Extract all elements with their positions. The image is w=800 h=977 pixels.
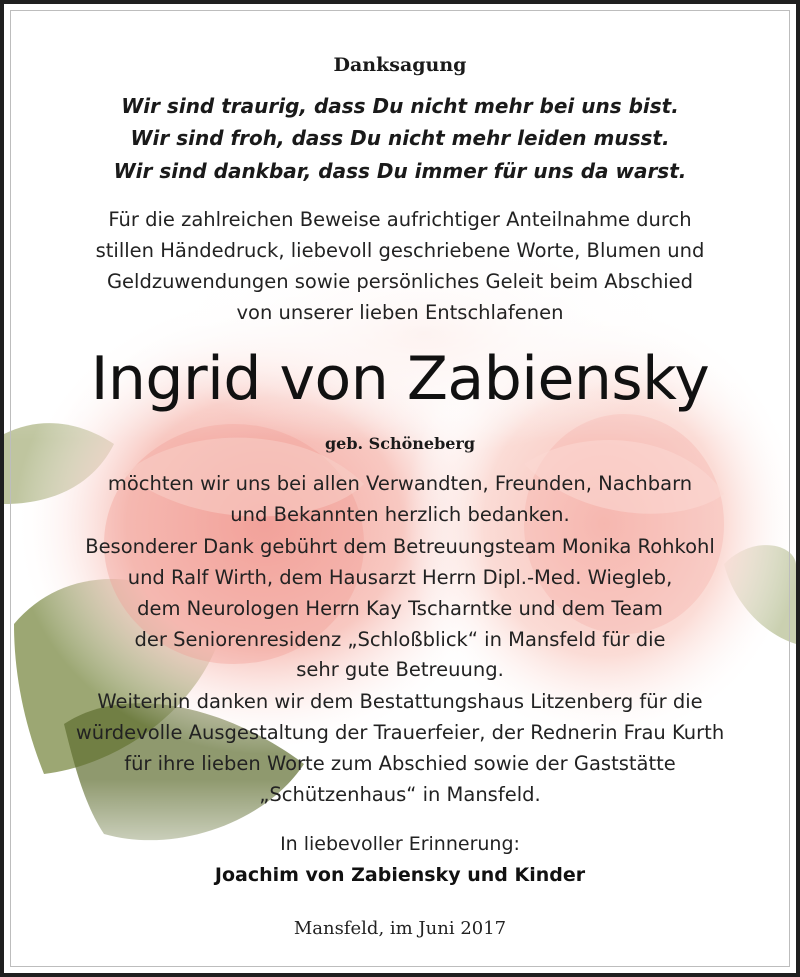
- birth-name: geb. Schöneberg: [324, 434, 476, 453]
- notice-title: Danksagung: [333, 54, 467, 76]
- body-line: „Schützenhaus“ in Mansfeld.: [259, 783, 541, 806]
- motto-line: Wir sind dankbar, dass Du immer für uns da warst.: [113, 159, 687, 183]
- body-line: für ihre lieben Worte zum Abschied sowie der Gaststätte: [124, 752, 676, 775]
- signer-name: Joachim von Zabiensky und Kinder: [214, 864, 586, 886]
- intro-line: Für die zahlreichen Beweise aufrichtiger Anteilnahme durch: [108, 208, 692, 231]
- body-line: Weiterhin danken wir dem Bestattungshaus Litzenberg für die: [97, 690, 703, 713]
- body-line: dem Neurologen Herrn Kay Tscharntke und dem Team: [137, 597, 663, 620]
- body-line: möchten wir uns bei allen Verwandten, Freunden, Nachbarn: [107, 472, 693, 495]
- deceased-name: Ingrid von Zabiensky: [90, 344, 710, 414]
- closing-text: In liebevoller Erinnerung:: [280, 833, 520, 855]
- body-line: und Bekannten herzlich bedanken.: [230, 503, 570, 526]
- intro-line: stillen Händedruck, liebevoll geschriebene Worte, Blumen und: [95, 239, 705, 262]
- intro-line: von unserer lieben Entschlafenen: [236, 301, 564, 324]
- body-line: und Ralf Wirth, dem Hausarzt Herrn Dipl.-Med. Wiegleb,: [127, 566, 673, 589]
- place-date: Mansfeld, im Juni 2017: [293, 918, 507, 939]
- body-line: Besonderer Dank gebührt dem Betreuungsteam Monika Rohkohl: [85, 535, 715, 558]
- intro-line: Geldzuwendungen sowie persönliches Geleit beim Abschied: [106, 270, 694, 293]
- motto-line: Wir sind traurig, dass Du nicht mehr bei uns bist.: [121, 94, 679, 118]
- body-line: der Seniorenresidenz „Schloßblick“ in Mansfeld für die: [134, 628, 666, 651]
- motto-line: Wir sind froh, dass Du nicht mehr leiden musst.: [130, 126, 670, 150]
- body-line: würdevolle Ausgestaltung der Trauerfeier, der Rednerin Frau Kurth: [75, 721, 725, 744]
- body-line: sehr gute Betreuung.: [296, 658, 504, 681]
